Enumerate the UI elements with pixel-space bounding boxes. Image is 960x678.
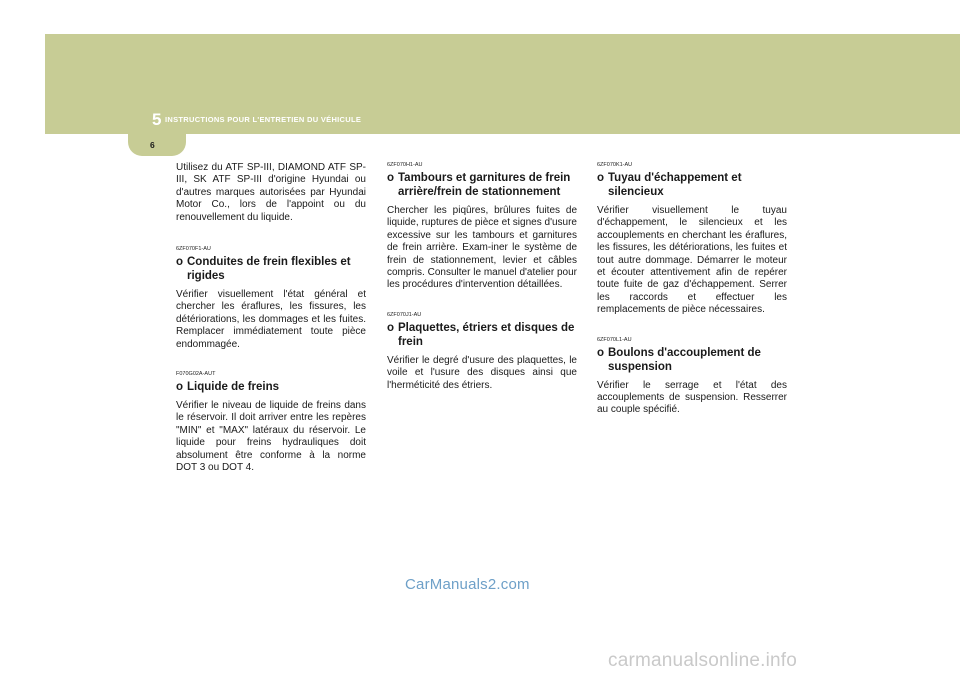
section-heading	[176, 380, 366, 394]
column-1	[176, 162, 366, 495]
section-exhaust	[597, 162, 787, 317]
bullet-icon: o	[176, 381, 184, 394]
section-code: F070G02A-AUT	[176, 371, 216, 378]
section-code: 6ZF070J1-AU	[387, 311, 422, 318]
watermark-text: carmanualsonline.info	[608, 650, 798, 671]
section-suspension-bolts	[597, 337, 787, 417]
section-body: Chercher les piqûres, brûlures fuites de liquide, ruptures de pièce et signes d'usure excessive sur les tambours et garnitures de frein arrière. Exam-iner le système de frein de stationnement, levier et câbles compris. Consulter le manuel d'atelier pour les procédures d'intervention détaillées.	[387, 205, 577, 291]
column-2	[387, 162, 577, 412]
section-body: Vérifier visuellement l'état général et chercher les éraflures, les fissures, les détériorations, les dommages et les fuites. Remplacer immédiatement toute pièce endommagée.	[176, 289, 366, 350]
section-body: Vérifier visuellement le tuyau d'échappement, le silencieux et les accouplements en cherchant les éraflures, les fissures, les détériorations, les fuites et tout autre dommage. Démarrer le moteur et écouter attentivement afin de repérer toute fuite de gaz d'échappement. Serrer les raccords et effectuer les remplacements de pièce nécessaires.	[597, 205, 787, 316]
bullet-icon: o	[597, 172, 605, 184]
lead-paragraph: Utilisez du ATF SP-III, DIAMOND ATF SP-III, SK ATF SP-III d'origine Hyundai ou d'autres marques autorisées par Hyundai Motor Co., lors de l'appoint ou du renouvellement du liquide.	[176, 162, 366, 223]
chapter-title: INSTRUCTIONS POUR L'ENTRETIEN DU VÉHICULE	[165, 115, 362, 124]
section-code: 6ZF070K1-AU	[597, 162, 633, 168]
column-3	[597, 162, 787, 437]
section-heading-text: Tuyau d'échappement et silencieux	[608, 172, 742, 198]
section-heading	[387, 171, 577, 199]
section-heading	[176, 255, 366, 283]
bullet-icon: o	[597, 346, 605, 359]
section-body: Vérifier le niveau de liquide de freins dans le réservoir. Il doit arriver entre les repères "MIN" et "MAX" latéraux du réservoir. Le liquide pour freins hydrauliques doit absolument être conforme à la norme DOT 3 ou DOT 4.	[176, 400, 366, 474]
section-code: 6ZF070L1-AU	[597, 336, 632, 343]
chapter-number: 5	[152, 110, 162, 129]
section-heading-text: Conduites de frein flexibles et rigides	[187, 256, 351, 283]
section-rear-drums	[387, 162, 577, 292]
section-brake-lines	[176, 246, 366, 351]
section-brake-pads	[387, 312, 577, 392]
section-heading-text: Tambours et garnitures de frein arrière/frein de stationnement	[398, 172, 571, 198]
section-code: 6ZF070F1-AU	[176, 246, 211, 253]
section-body: Vérifier le serrage et l'état des accouplements de suspension. Resserrer au couple spécifié.	[597, 379, 787, 416]
section-heading-text: Liquide de freins	[187, 381, 280, 394]
section-brake-fluid	[176, 371, 366, 474]
section-code: 6ZF070H1-AU	[387, 162, 423, 168]
section-heading-text: Plaquettes, étriers et disques de frein	[398, 321, 575, 348]
section-heading	[597, 171, 787, 199]
page-tab	[128, 130, 186, 156]
section-heading	[387, 321, 577, 349]
section-body: Vérifier le degré d'usure des plaquettes, le voile et l'usure des disques ainsi que l'herméticité des étriers.	[387, 354, 577, 391]
footer-logo-link[interactable]: CarManuals2.com	[405, 576, 530, 593]
bullet-icon: o	[176, 256, 184, 269]
section-heading-text: Boulons d'accouplement de suspension	[608, 346, 761, 373]
bullet-icon: o	[387, 321, 395, 334]
bullet-icon: o	[387, 172, 395, 184]
section-heading	[597, 346, 787, 374]
page-number: 6	[150, 140, 155, 150]
